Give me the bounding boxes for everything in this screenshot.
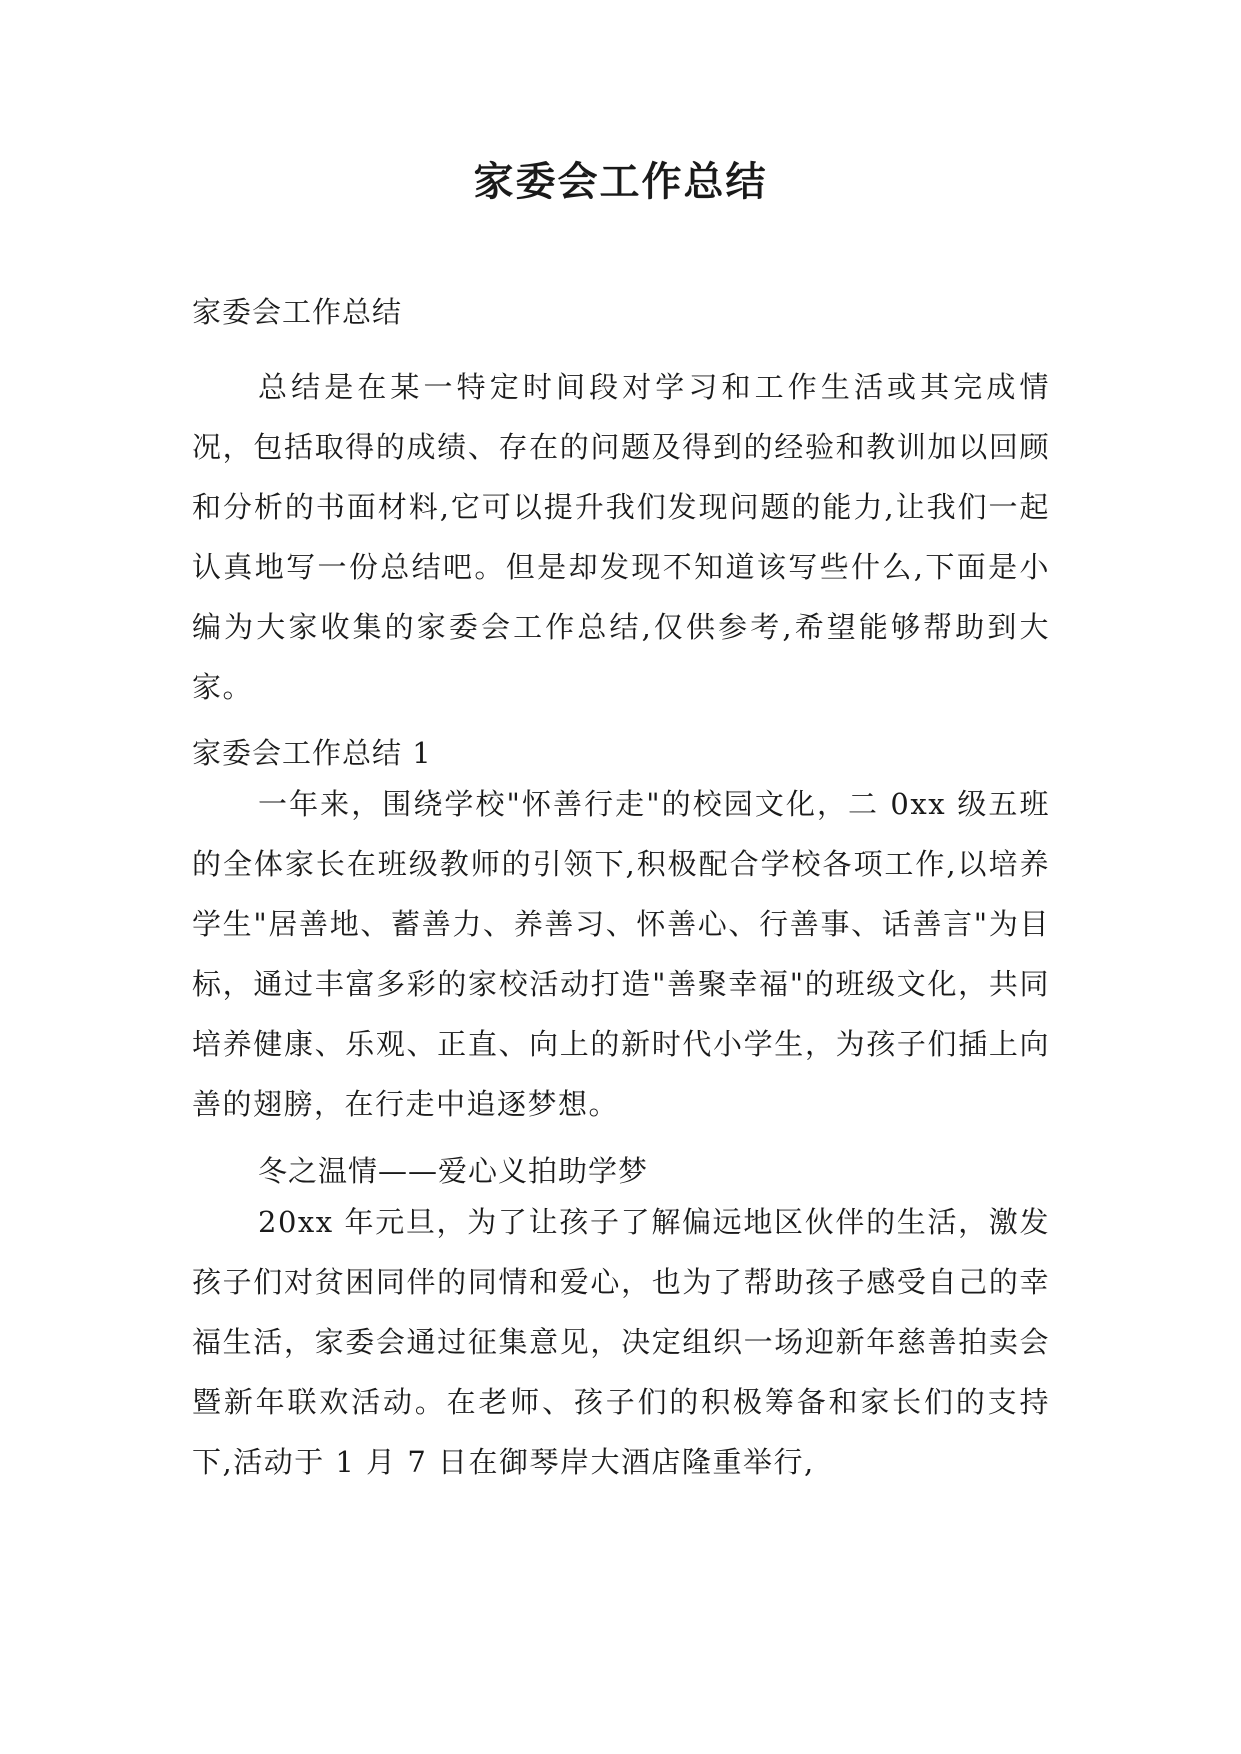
document-subtitle: 家委会工作总结: [192, 295, 403, 329]
section-paragraph: 一年来，围绕学校"怀善行走"的校园文化，二 0xx 级五班的全体家长在班级教师的引领下,积极配合学校各项工作,以培养学生"居善地、蓄善力、养善习、怀善心、行善事、话善言"为目标，通过丰富多彩的家校活动打造"善聚幸福"的班级文化，共同培养健康、乐观、正直、向上的新时代小学生，为孩子们插上向善的翅膀，在行走中追逐梦想。: [192, 787, 1050, 1121]
section-heading: 家委会工作总结 1: [192, 736, 432, 770]
intro-paragraph: 总结是在某一特定时间段对学习和工作生活或其完成情况，包括取得的成绩、存在的问题及得到的经验和教训加以回顾和分析的书面材料,它可以提升我们发现问题的能力,让我们一起认真地写一份总结吧。但是却发现不知道该写些什么,下面是小编为大家收集的家委会工作总结,仅供参考,希望能够帮助到大家。: [192, 370, 1050, 704]
document-title: 家委会工作总结: [473, 158, 768, 205]
section-subheading: 冬之温情——爱心义拍助学梦: [258, 1154, 649, 1188]
section-paragraph: 20xx 年元旦，为了让孩子了解偏远地区伙伴的生活，激发孩子们对贫困同伴的同情和爱心，也为了帮助孩子感受自己的幸福生活，家委会通过征集意见，决定组织一场迎新年慈善拍卖会暨新年联欢活动。在老师、孩子们的积极筹备和家长们的支持下,活动于 1 月 7 日在御琴岸大酒店隆重举行,: [192, 1205, 1050, 1479]
